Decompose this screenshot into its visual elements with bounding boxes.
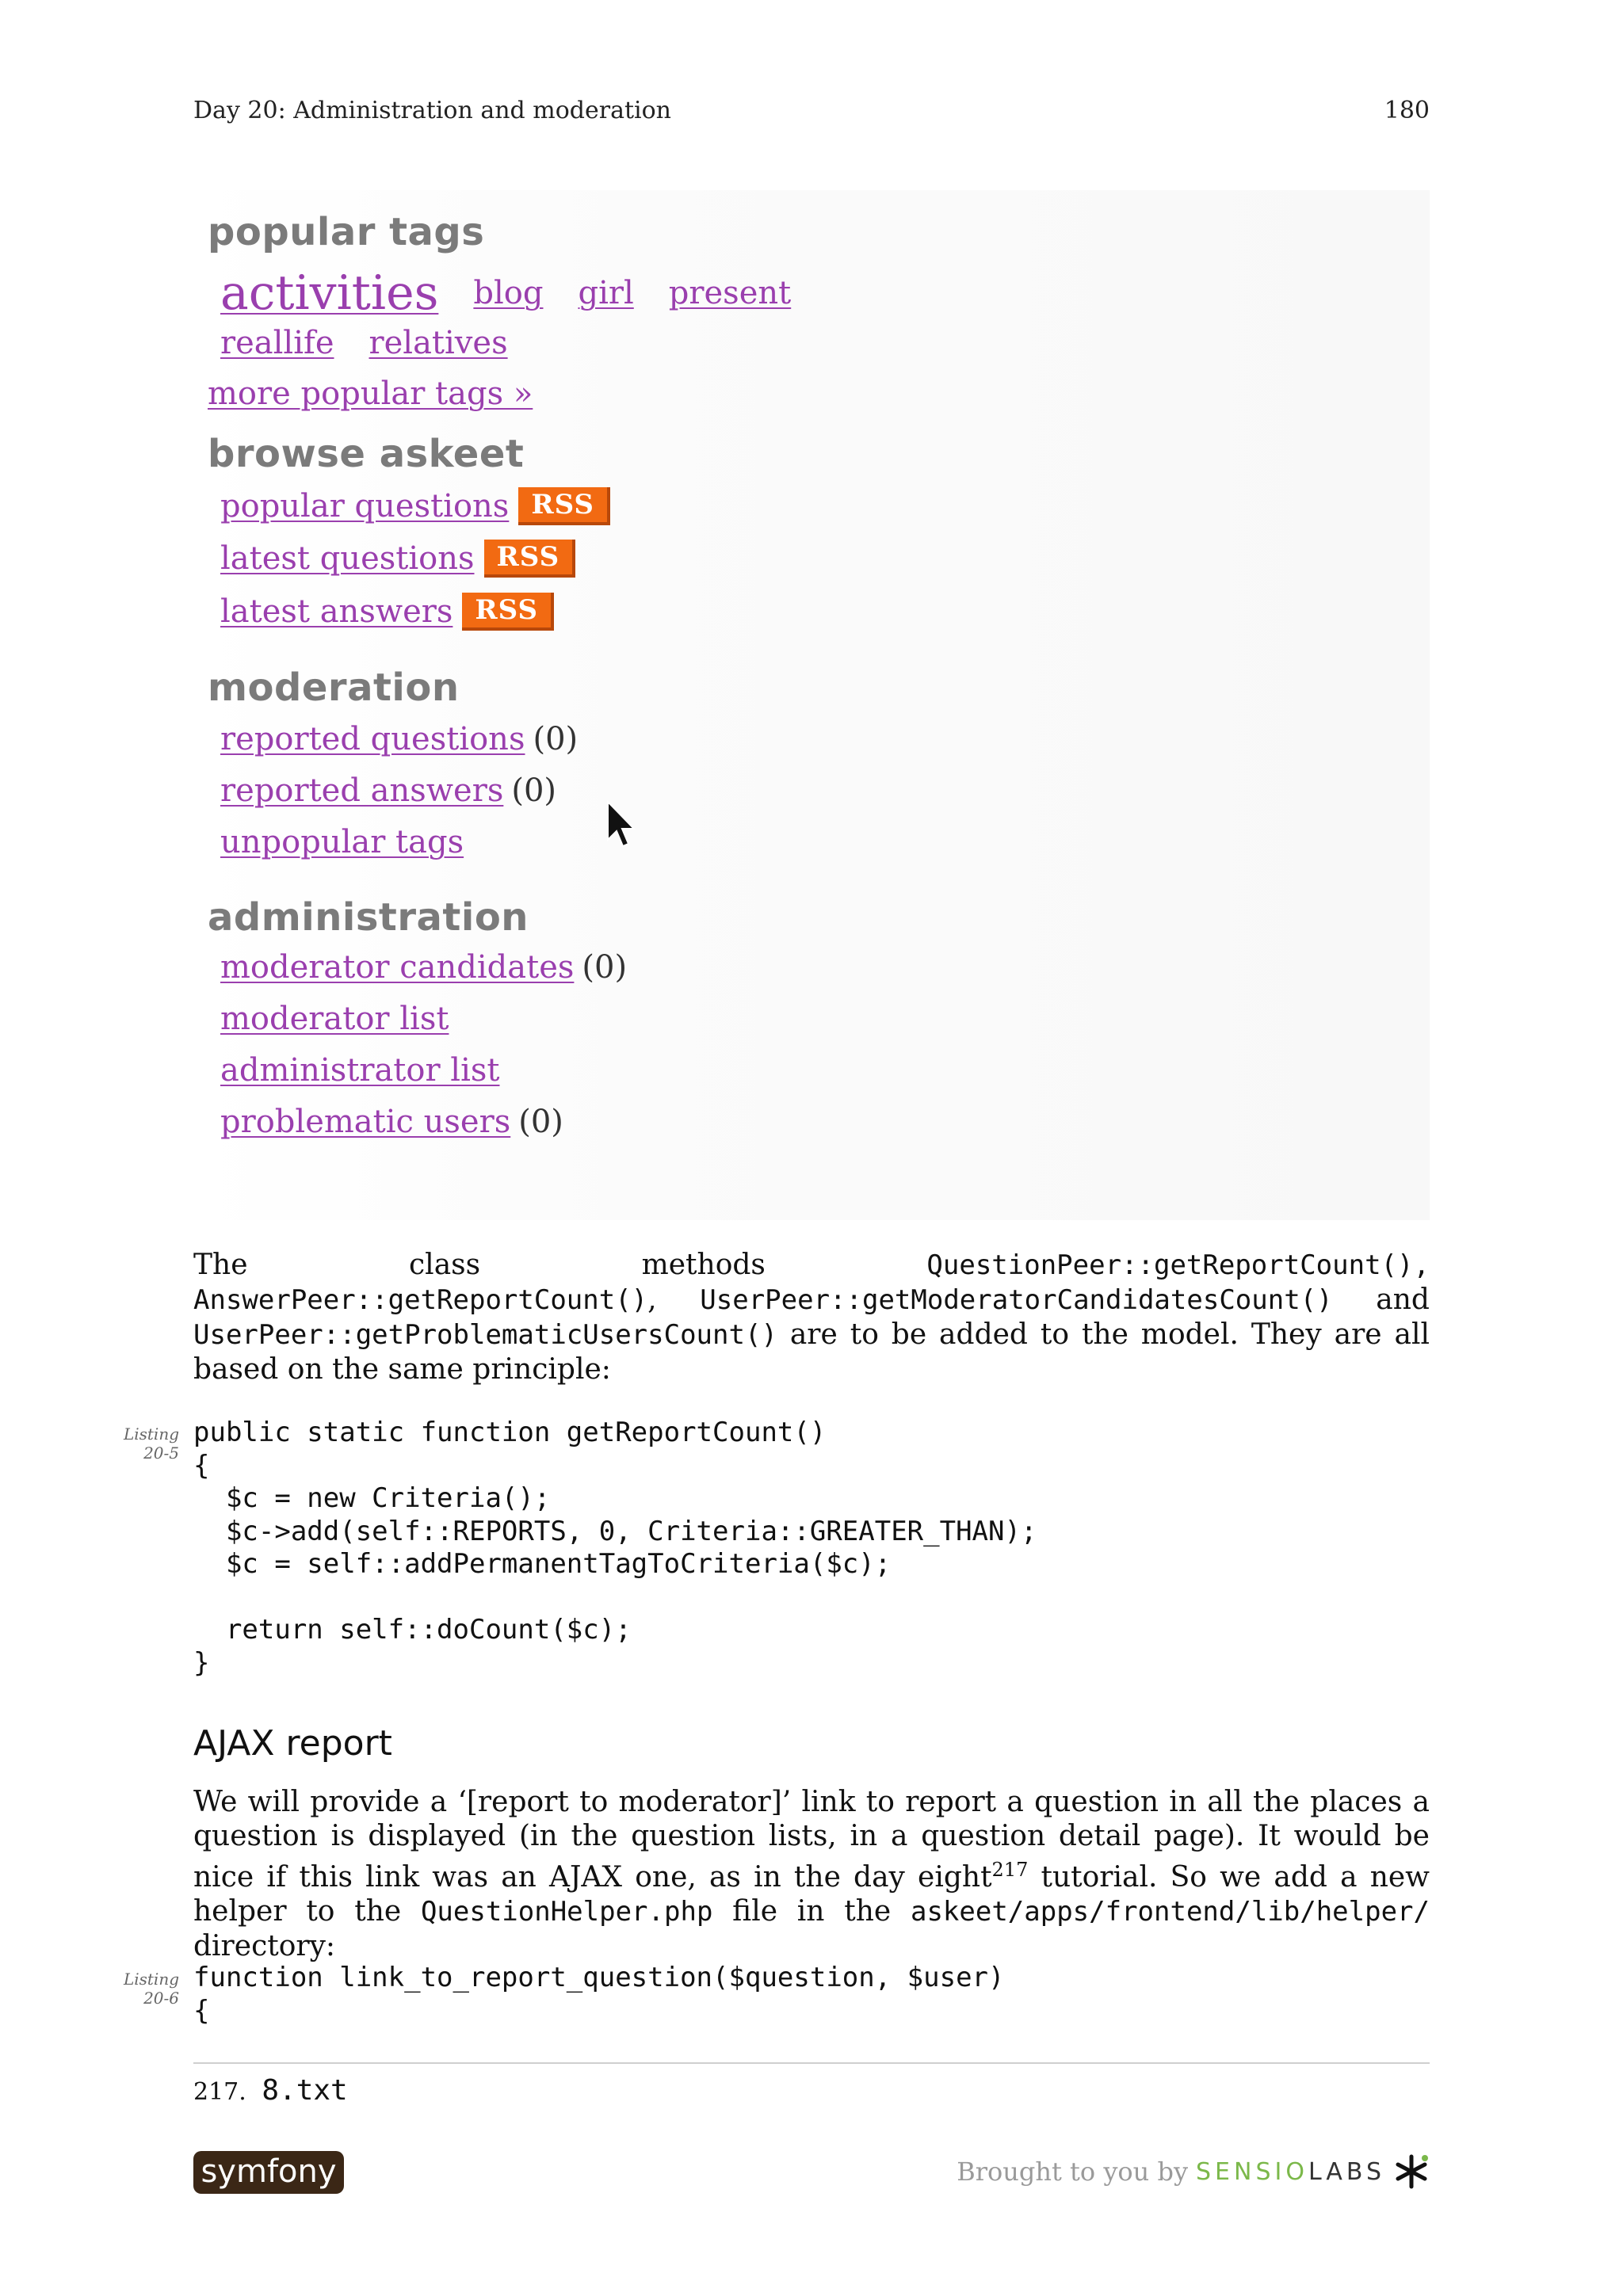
mouse-cursor-icon: [605, 800, 637, 851]
administration-item: [220, 1001, 449, 1037]
reported-questions-link[interactable]: reported questions: [220, 721, 525, 757]
file-name: QuestionHelper.php: [420, 1896, 713, 1928]
sidebar-screenshot: [193, 190, 1430, 1220]
footnote-ref[interactable]: 217: [991, 1859, 1029, 1881]
administration-heading: administration: [208, 895, 529, 940]
listing-word: Listing: [123, 1425, 179, 1444]
moderation-item: [220, 824, 464, 860]
method-name: AnswerPeer::getReportCount(): [193, 1284, 648, 1316]
problematic-users-link[interactable]: problematic users: [220, 1104, 511, 1140]
popular-questions-link[interactable]: popular questions: [220, 488, 510, 524]
listing-number: 20-6: [143, 1989, 179, 2008]
more-popular-tags-link[interactable]: more popular tags »: [208, 376, 533, 412]
logo-part: LABS: [1308, 2157, 1385, 2186]
word: methods: [641, 1249, 766, 1281]
footnote-text: 8.txt: [262, 2074, 348, 2107]
paragraph-text: tutorial. So we add a new helper to the: [193, 1861, 1430, 1928]
listing-label: [119, 1970, 179, 2008]
administration-item: [220, 1104, 563, 1140]
method-name: UserPeer::getProblematicUsersCount(): [193, 1319, 777, 1351]
sensiolabs-logo: [1196, 2158, 1385, 2186]
moderation-heading: moderation: [208, 666, 460, 710]
browse-item: [220, 540, 575, 578]
sponsor-line: [957, 2153, 1430, 2190]
paragraph-text: We will provide a ‘[report to moderator]’ link to report a question in all the places a question is displayed (in the question lists, in a question detail page). It would be nice if this link was an AJAX one, as in the day eight: [193, 1786, 1430, 1894]
symfony-logo: symfony: [193, 2151, 344, 2194]
latest-answers-link[interactable]: latest answers: [220, 593, 453, 630]
sponsor-text: Brought to you by: [957, 2157, 1189, 2187]
section-heading: AJAX report: [193, 1723, 392, 1764]
paragraph-first-line: [193, 1248, 1430, 1283]
latest-questions-link[interactable]: latest questions: [220, 540, 475, 577]
code-listing-20-5: public static function getReportCount() { $c = new Criteria(); $c->add(self::REPORTS, 0, Criteria::GREATER_THAN); $c = self::addPermanentTagToCriteria($c); return self::doCount($c); }: [193, 1417, 1037, 1679]
moderator-list-link[interactable]: moderator list: [220, 1001, 449, 1037]
paragraph-ajax-report: [193, 1785, 1430, 1963]
logo-part: SENSIO: [1196, 2157, 1308, 2186]
listing-word: Listing: [123, 1970, 179, 1989]
browse-item: [220, 487, 610, 525]
browse-item: [220, 593, 554, 631]
rss-badge[interactable]: RSS: [462, 593, 554, 631]
listing-label: [119, 1425, 179, 1463]
reported-answers-link[interactable]: reported answers: [220, 772, 504, 809]
rss-badge[interactable]: RSS: [518, 487, 610, 525]
tag-link[interactable]: activities: [220, 265, 439, 321]
listing-number: 20-5: [143, 1444, 179, 1463]
count: (0): [511, 772, 557, 809]
paragraph-text: directory:: [193, 1930, 336, 1962]
moderation-item: [220, 721, 578, 757]
moderation-item: [220, 772, 556, 809]
separator: ,: [647, 1283, 657, 1316]
tag-link[interactable]: relatives: [369, 325, 508, 361]
word: class: [409, 1249, 481, 1281]
unpopular-tags-link[interactable]: unpopular tags: [220, 824, 464, 860]
moderator-candidates-link[interactable]: moderator candidates: [220, 949, 575, 986]
count: (0): [533, 721, 579, 757]
administration-item: [220, 1052, 499, 1089]
popular-tags-heading: popular tags: [208, 210, 485, 254]
footnote: [193, 2074, 348, 2107]
tag-link[interactable]: reallife: [220, 325, 334, 361]
running-header-chapter: Day 20: Administration and moderation: [193, 97, 671, 124]
directory-path: askeet/apps/frontend/lib/helper/: [910, 1896, 1430, 1928]
browse-askeet-heading: browse askeet: [208, 432, 525, 476]
paragraph-rest: [193, 1283, 1430, 1386]
word: and: [1376, 1283, 1430, 1316]
code-listing-20-6: function link_to_report_question($question, $user) {: [193, 1962, 1005, 2027]
rss-badge[interactable]: RSS: [484, 540, 576, 578]
tag-link[interactable]: blog: [473, 275, 544, 311]
tag-link[interactable]: present: [668, 275, 792, 311]
sensiolabs-star-icon: [1393, 2153, 1430, 2190]
footnote-number: 217.: [193, 2078, 246, 2106]
count: (0): [518, 1104, 563, 1140]
word: The: [193, 1249, 248, 1281]
paragraph-text: are to be added to the model. They are all based on the same principle:: [193, 1318, 1430, 1386]
more-popular-tags: [208, 376, 533, 412]
footnote-divider: [193, 2062, 1430, 2064]
tag-link[interactable]: girl: [578, 275, 634, 311]
administrator-list-link[interactable]: administrator list: [220, 1052, 500, 1089]
count: (0): [582, 949, 628, 986]
tag-cloud-row-2: [220, 325, 508, 361]
tag-cloud-row-1: [220, 265, 791, 321]
method-name: UserPeer::getModeratorCandidatesCount(): [700, 1284, 1333, 1316]
administration-item: [220, 949, 627, 986]
paragraph-model-methods: [193, 1248, 1430, 1386]
page-number: 180: [1384, 97, 1430, 124]
paragraph-text: file in the: [712, 1895, 911, 1928]
method-name: QuestionPeer::getReportCount(),: [926, 1249, 1430, 1281]
